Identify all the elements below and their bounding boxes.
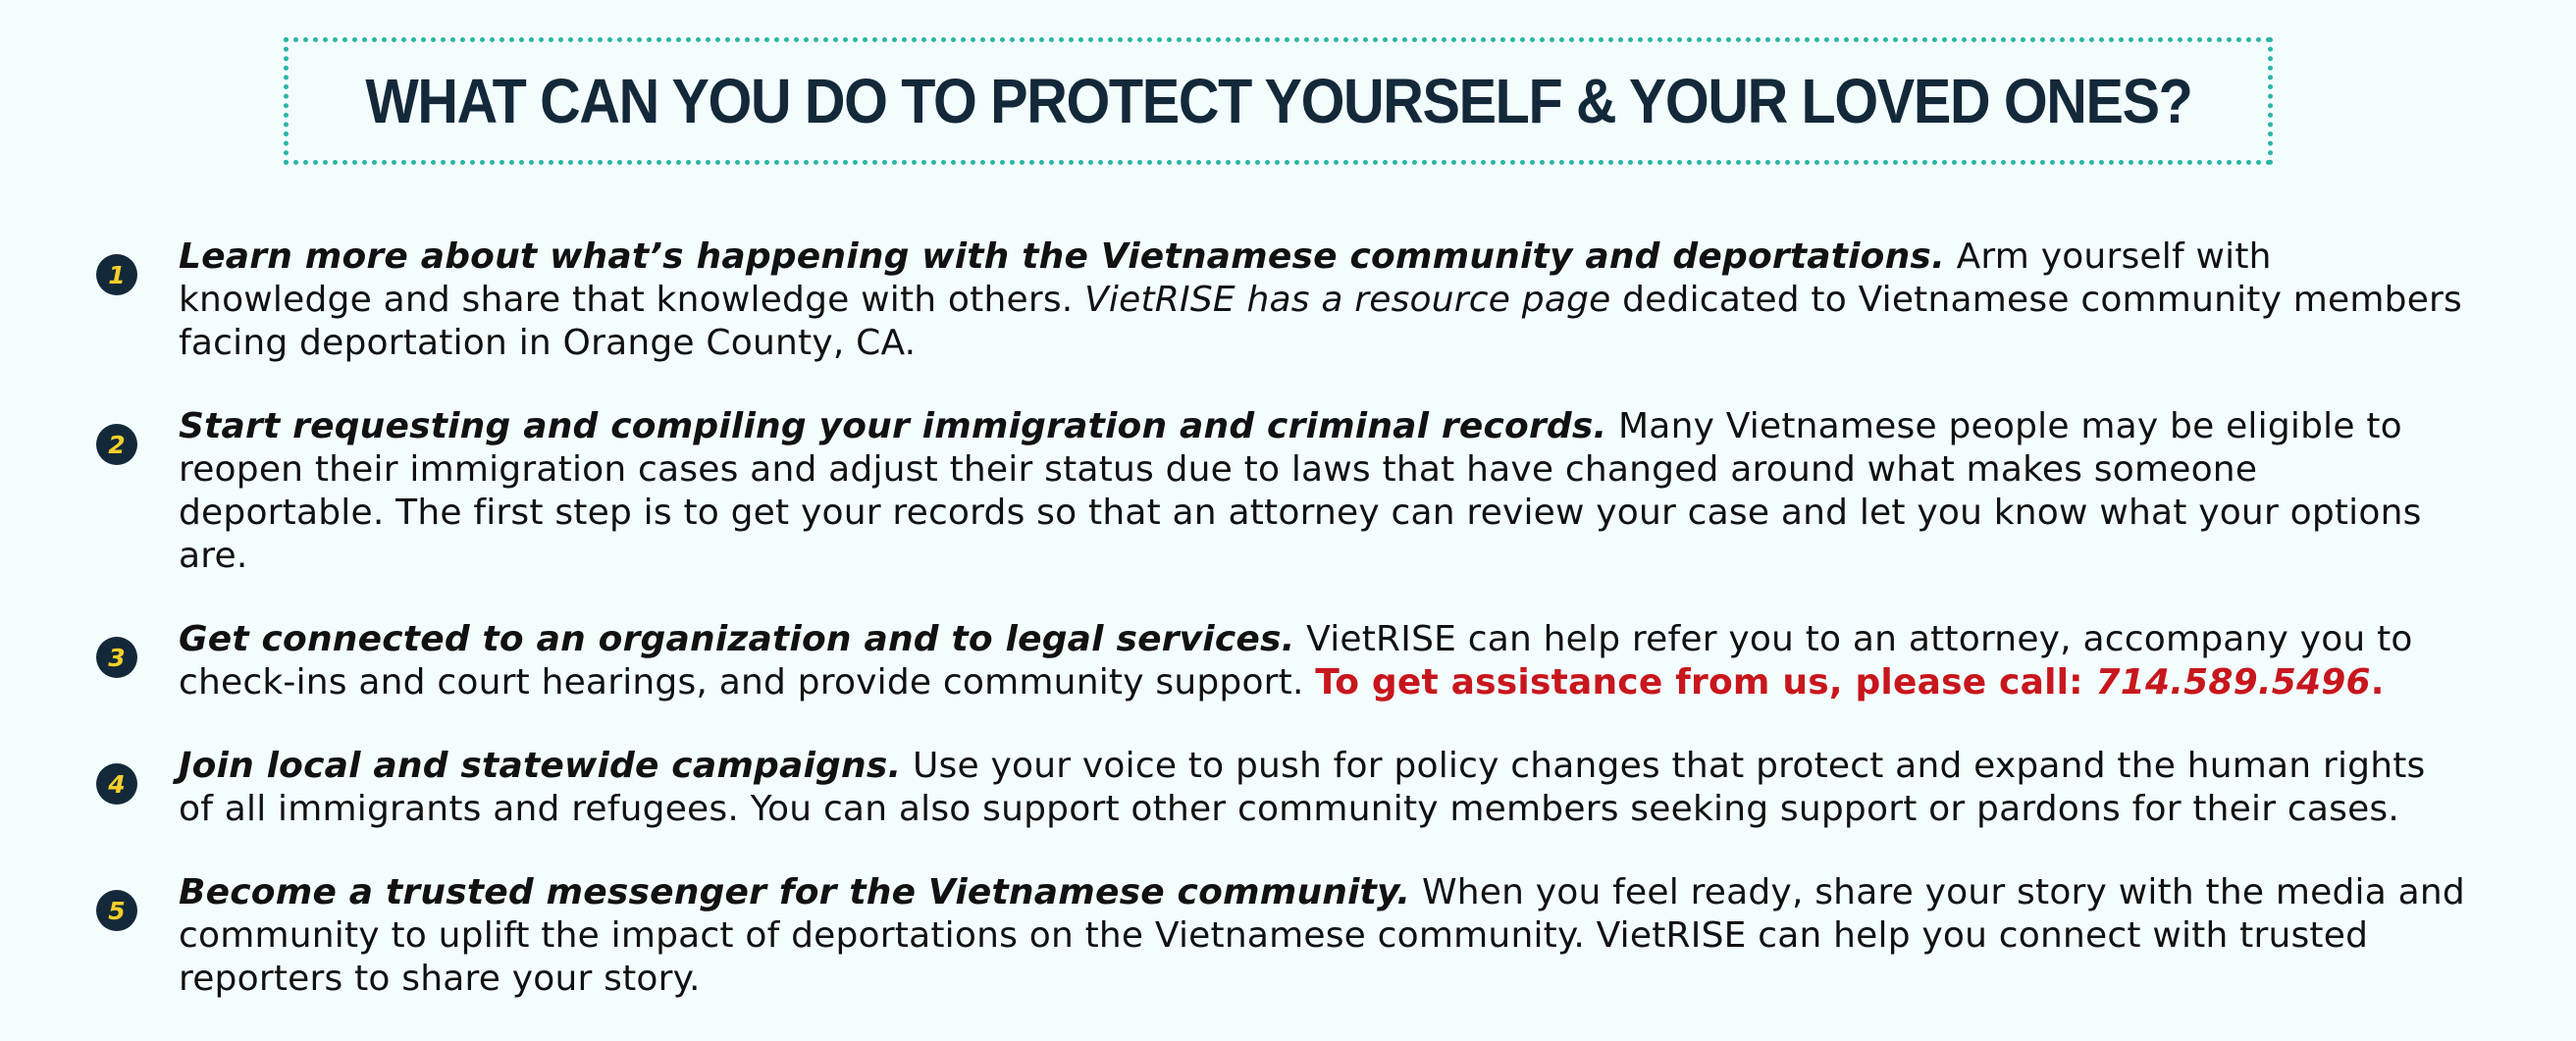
item-lead: Get connected to an organization and to legal services.: [179, 619, 1295, 659]
list-item: [96, 871, 2471, 1001]
item-body: Arm yourself with knowledge and share that knowledge with others.: [179, 236, 2272, 320]
number-badge: 3: [96, 637, 137, 678]
page-title: WHAT CAN YOU DO TO PROTECT YOURSELF & YOUR LOVED ONES?: [364, 66, 2192, 136]
resource-page-reference: VietRISE has a resource page: [1084, 280, 1611, 320]
number-badge: 5: [96, 890, 137, 931]
item-lead: Learn more about what’s happening with the Vietnamese community and deportations.: [179, 236, 1945, 277]
assistance-text: To get assistance from us, please call:: [1315, 662, 2096, 703]
list-item: [96, 745, 2471, 831]
item-body: When you feel ready, share your story with the media and community to uplift the impact of deportations on the Vietnamese community. VietRISE can help you connect with trusted reporters to share your story.: [179, 872, 2465, 999]
number-badge: 2: [96, 424, 137, 465]
list-item: [96, 405, 2471, 578]
assistance-period: .: [2370, 662, 2385, 703]
number-badge: 1: [96, 254, 137, 295]
item-text: [179, 618, 2471, 704]
list-item: [96, 235, 2471, 365]
action-list: [96, 235, 2471, 1041]
item-text: [179, 871, 2471, 1001]
item-lead: Join local and statewide campaigns.: [179, 746, 902, 786]
item-lead: Become a trusted messenger for the Vietnamese community.: [179, 872, 1411, 912]
number-badge: 4: [96, 763, 137, 805]
item-body: Use your voice to push for policy changes that protect and expand the human rights of all immigrants and refugees. You can also support other community members seeking support or pardons for their cases.: [179, 746, 2426, 829]
item-text: [179, 235, 2471, 365]
item-body: VietRISE can help refer you to an attorney, accompany you to check-ins and court hearings, and provide community support.: [179, 619, 2413, 703]
item-body-continued: dedicated to Vietnamese community members facing deportation in Orange County, CA.: [179, 280, 2463, 363]
item-body: Many Vietnamese people may be eligible to reopen their immigration cases and adjust their status due to laws that have changed around what makes someone deportable. The first step is to get your records so that an attorney can review your case and let you know what your options are.: [179, 406, 2422, 576]
item-lead: Start requesting and compiling your immigration and criminal records.: [179, 406, 1607, 446]
assistance-callout: [1315, 662, 2384, 703]
title-box: [284, 37, 2273, 165]
item-text: [179, 405, 2471, 578]
list-item: [96, 618, 2471, 704]
item-text: [179, 745, 2471, 831]
phone-number: 714.589.5496: [2095, 662, 2371, 703]
